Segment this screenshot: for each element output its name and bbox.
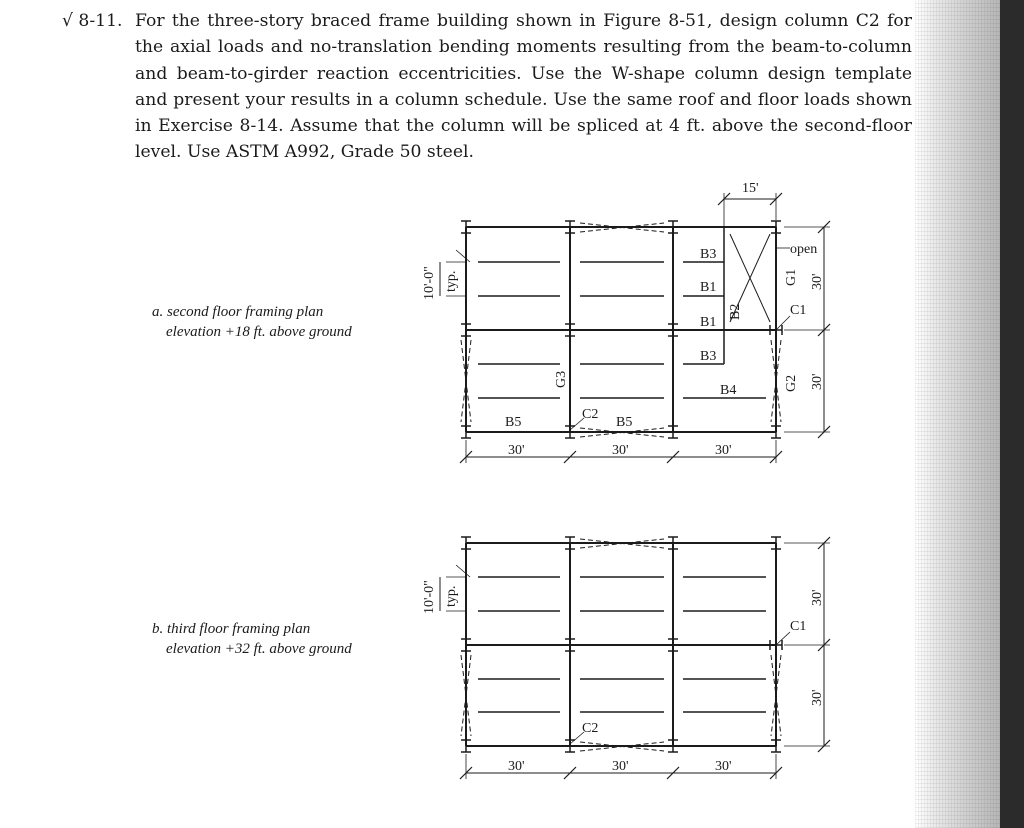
dim-joist-spacing-third: 10'-0": [422, 580, 437, 614]
plan-second-floor: [440, 193, 830, 463]
problem-number: √ 8-11.: [62, 11, 123, 31]
caption-third-floor-title: b. third floor framing plan: [152, 621, 311, 637]
caption-third-floor-elevation: elevation +32 ft. above ground: [166, 641, 352, 657]
label-typ: typ.: [444, 270, 459, 292]
plan-second-floor-labels: [422, 181, 825, 458]
dim-depth-2-third: 30': [810, 689, 825, 706]
label-open: open: [790, 242, 818, 257]
dim-bay-1-third: 30': [508, 759, 525, 774]
label-g1: G1: [784, 268, 799, 286]
label-b1-top: B1: [700, 280, 717, 295]
plan-third-floor: [440, 537, 830, 779]
dim-bay-3: 30': [715, 443, 732, 458]
label-c2: C2: [582, 407, 599, 422]
label-c1: C1: [790, 303, 807, 318]
label-b3-top: B3: [700, 247, 717, 262]
scan-page-edge: [915, 0, 1000, 828]
caption-second-floor-elevation: elevation +18 ft. above ground: [166, 324, 352, 340]
dim-bay-3-third: 30': [715, 759, 732, 774]
problem-text: For the three-story braced frame building shown in Figure 8-51, design column C2 for the axial loads and no-translation bending moments resulting from the beam-to-column and beam-to-girder reaction eccentricities. Use the W-shape column design template and present your results in a column schedule. Use the same roof and floor loads shown in Exercise 8-14. Assume that the column will be spliced at 4 ft. above the second-floor level. Use ASTM A992, Grade 50 steel.: [135, 11, 912, 163]
dim-bay-2-third: 30': [612, 759, 629, 774]
dim-joist-spacing: 10'-0": [422, 266, 437, 300]
scan-dark-border: [1000, 0, 1024, 828]
label-typ-third: typ.: [444, 585, 459, 607]
dim-15ft: 15': [742, 181, 759, 196]
plan-third-floor-labels: [422, 580, 825, 774]
dim-bay-2: 30': [612, 443, 629, 458]
label-g2: G2: [784, 374, 799, 392]
dim-depth-1: 30': [810, 273, 825, 290]
dim-depth-1-third: 30': [810, 589, 825, 606]
label-b5-mid: B5: [616, 415, 633, 430]
label-g3: G3: [554, 370, 569, 388]
caption-second-floor-title: a. second floor framing plan: [152, 304, 324, 320]
label-b3-bottom: B3: [700, 349, 717, 364]
label-b1-bottom: B1: [700, 315, 717, 330]
label-b2: B2: [728, 303, 743, 320]
label-c1-third: C1: [790, 619, 807, 634]
label-b5-left: B5: [505, 415, 522, 430]
label-b4: B4: [720, 383, 737, 398]
label-c2-third: C2: [582, 721, 599, 736]
dim-depth-2: 30': [810, 373, 825, 390]
dim-bay-1: 30': [508, 443, 525, 458]
